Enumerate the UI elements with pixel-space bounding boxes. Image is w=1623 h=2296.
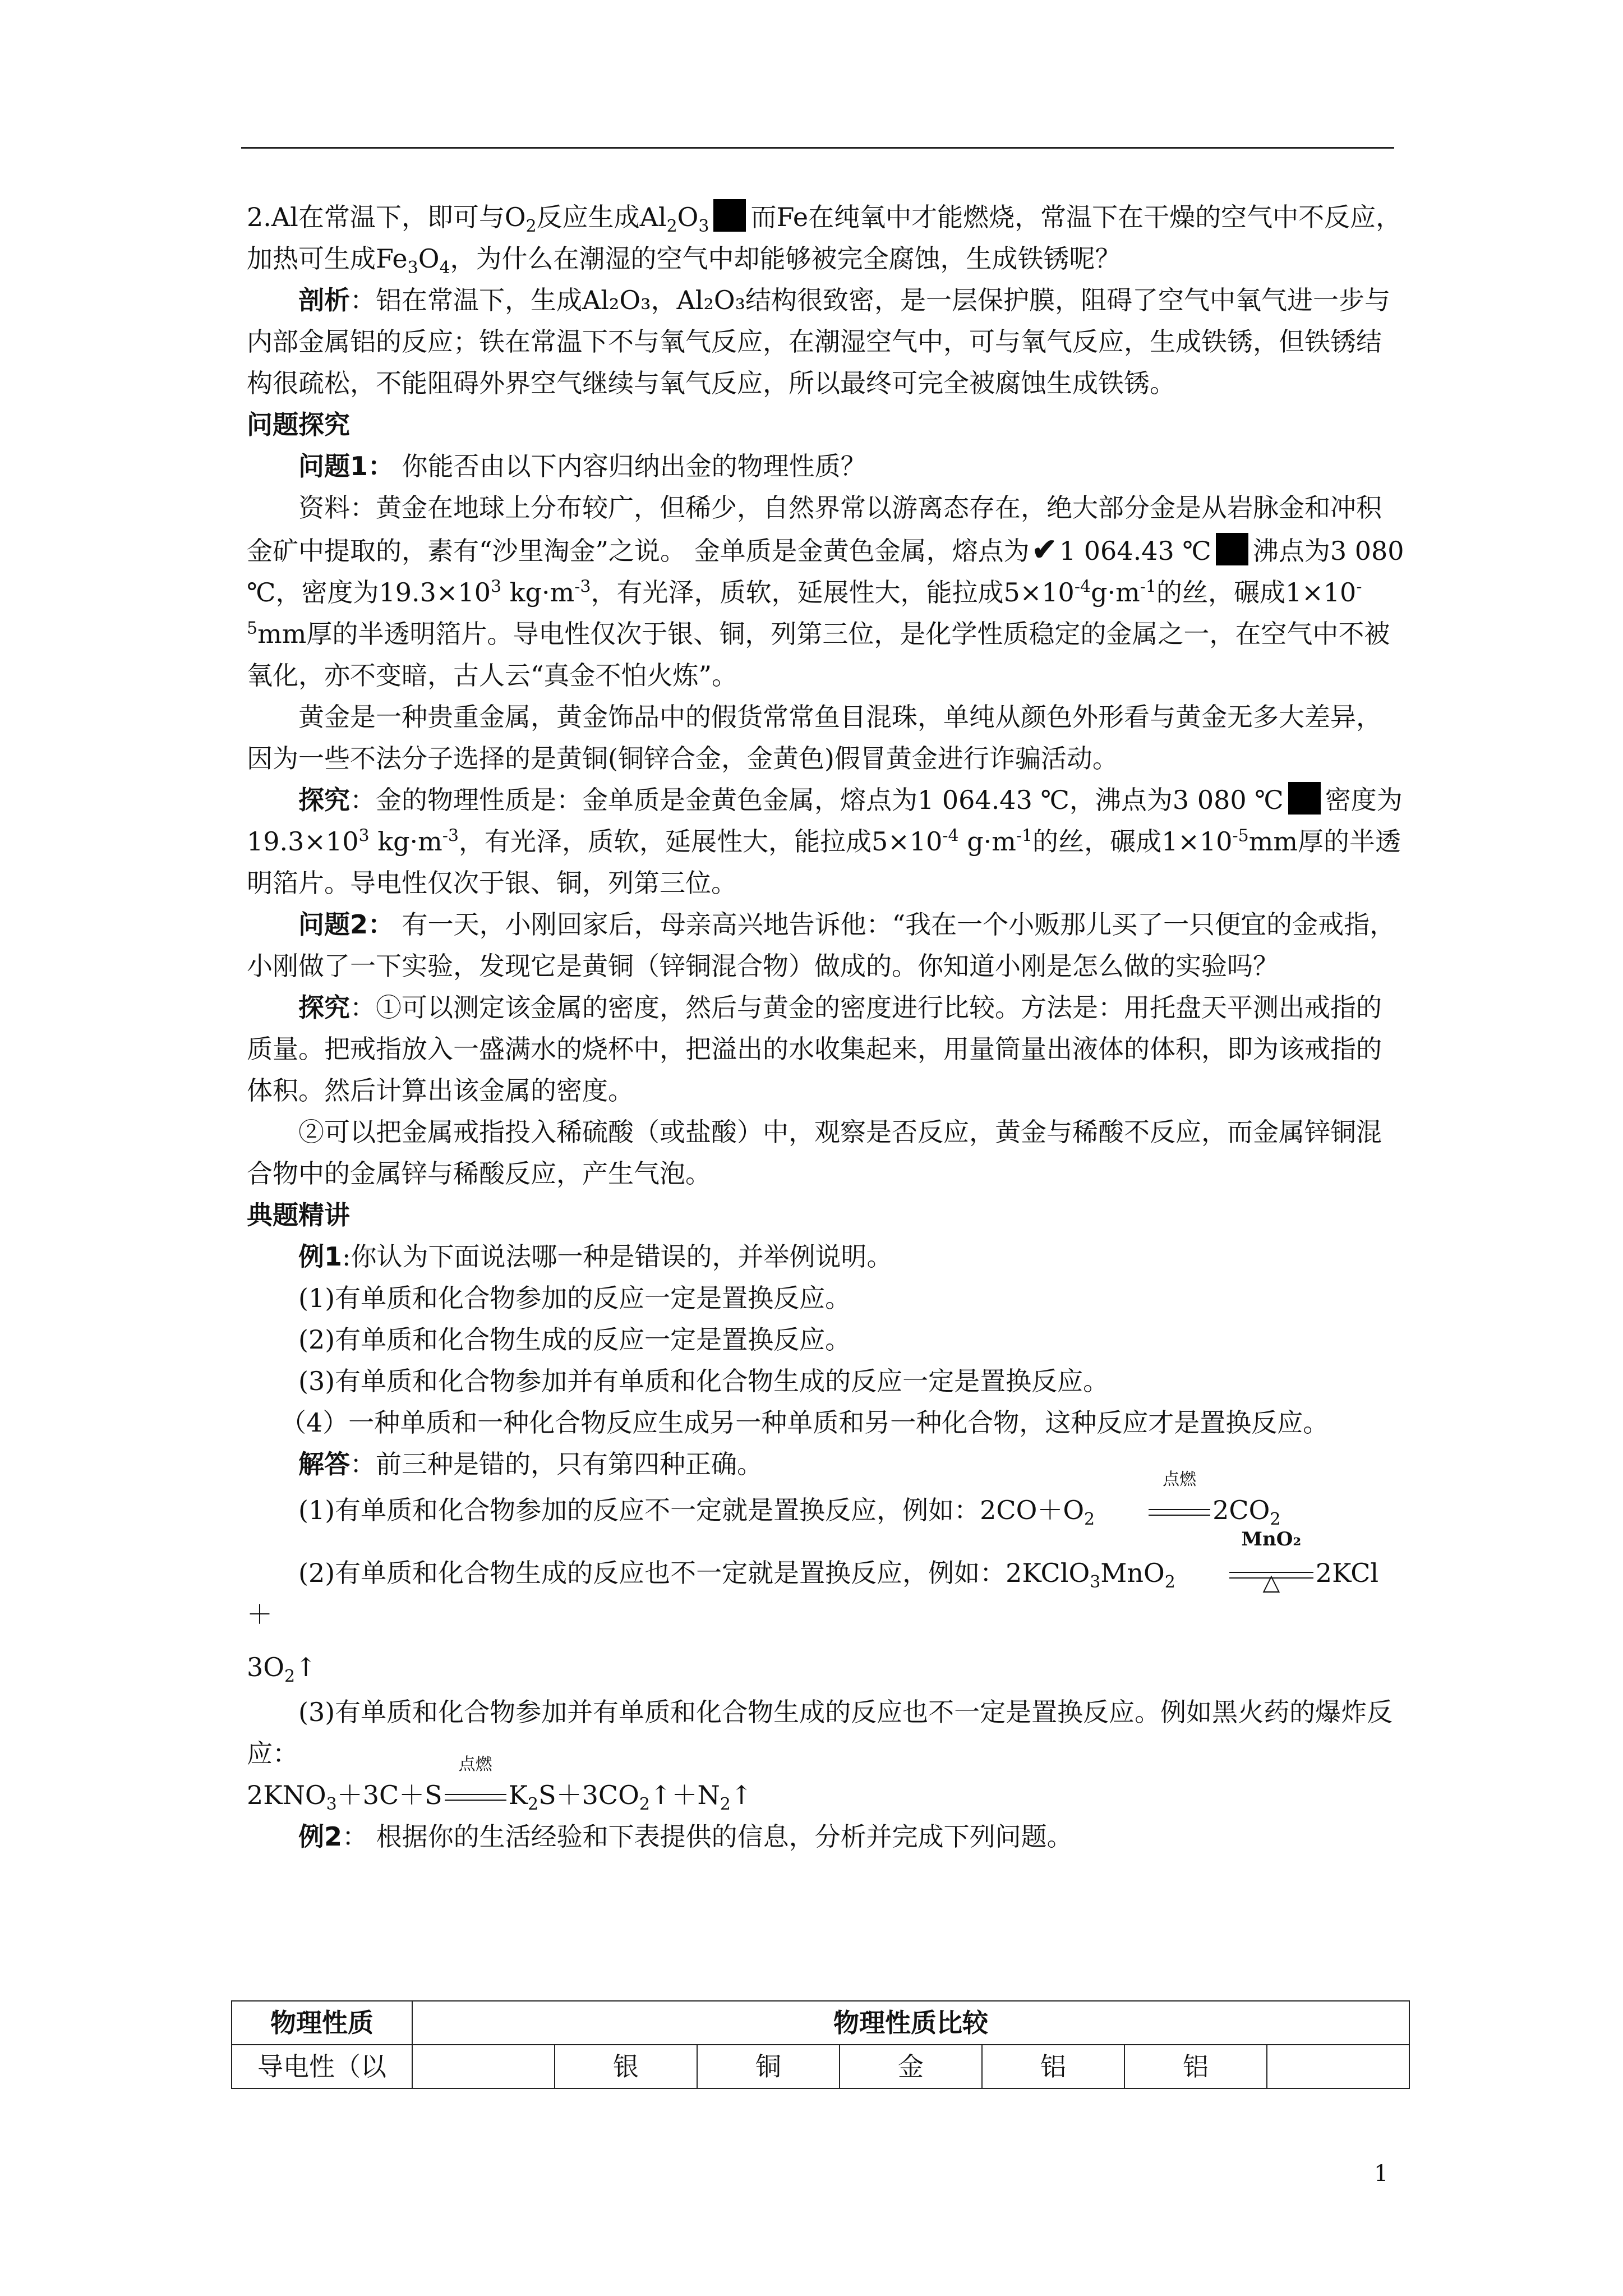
redaction-block: [1216, 533, 1248, 565]
table-cell: [1267, 2045, 1409, 2088]
answer-2: (2)有单质和化合物生成的反应也不一定就是置换反应，例如：2KClO$_3$MnO$_2$ MnO₂ △ 2KCl＋: [247, 1528, 1379, 1630]
reaction-condition: 点燃: [445, 1774, 506, 1816]
section-heading-examples: 典题精讲: [247, 1200, 350, 1230]
answer-2-tail: $3O_2↑$: [247, 1652, 317, 1687]
question-2: 2.Al在常温下，即可与$O_2$反应生成$Al_2O_3$ 而Fe在纯氧中才能燃烧，常温下在干燥的空气中不反应，加热可生成$Fe_3O_4$，为什么在潮湿的空气中却能够被完全腐蚀，生成铁锈呢？: [247, 196, 1404, 279]
redaction-block: [713, 199, 746, 232]
reaction-condition: 点燃: [1097, 1489, 1210, 1531]
header-rule: [241, 147, 1394, 149]
example-2: 例2： 根据你的生活经验和下表提供的信息，分析并完成下列问题。: [298, 1821, 1073, 1852]
material-paragraph: 资料：黄金在地球上分布较广，但稀少，自然界常以游离态存在，绝大部分金是从岩脉金和冲积金矿中提取的，素有“沙里淘金”之说。 金单质是金黄色金属，熔点为✔1 064.43 ℃ 沸点为3 080 ℃，密度为$19.3\times 10^3$ $kg\cdot m^{-3}$，有光泽，质软，延展性大，能拉成$5\times 10^{-4}g\cdot m^{-1}$的丝，碾成$1\times 10^{-5}mm$厚的半透明箔片。导电性仅次于银、铜，列第三位，是化学性质稳定的金属之一，在空气中不被氧化，亦不变暗，古人云“真金不怕火炼”。: [247, 493, 1404, 691]
problem-2: 问题2： 有一天，小刚回家后，母亲高兴地告诉他：“我在一个小贩那儿买了一只便宜的金戒指，小刚做了一下实验，发现它是黄铜（锌铜混合物）做成的。你知道小刚是怎么做的实验吗？: [247, 909, 1396, 981]
table-cell: 导电性（以: [232, 2045, 412, 2088]
statement-1: (1)有单质和化合物参加的反应一定是置换反应。: [298, 1283, 851, 1313]
table-cell: 金: [840, 2045, 982, 2088]
analysis-paragraph: 剖析：铝在常温下，生成Al₂O₃，Al₂O₃结构很致密，是一层保护膜，阻碍了空气中氧气进一步与内部金属铝的反应；铁在常温下不与氧气反应，在潮湿空气中，可与氧气反应，生成铁锈，但铁锈结构很疏松，不能阻碍外界空气继续与氧气反应，所以最终可完全被腐蚀生成铁锈。: [247, 285, 1391, 398]
table-cell: 铜: [697, 2045, 840, 2088]
statement-4: （4）一种单质和一种化合物反应生成另一种单质和另一种化合物，这种反应才是置换反应。: [280, 1407, 1329, 1438]
table-header-cell: 物理性质: [232, 2001, 412, 2045]
table-cell: 铝: [1124, 2045, 1267, 2088]
table-header-cell: 物理性质比较: [412, 2001, 1409, 2045]
statement-2: (2)有单质和化合物生成的反应一定是置换反应。: [298, 1324, 851, 1355]
reaction-condition: MnO₂ △: [1178, 1552, 1313, 1594]
table-cell: 银: [555, 2045, 697, 2088]
answer: 解答：前三种是错的，只有第四种正确。: [298, 1449, 763, 1479]
property-table: [231, 2000, 1410, 2089]
statement-3: (3)有单质和化合物参加并有单质和化合物生成的反应一定是置换反应。: [298, 1366, 1109, 1396]
table-header-row: [232, 2001, 1409, 2045]
page-number: 1: [1374, 2161, 1389, 2187]
explore-2-method-1: 探究：①可以测定该金属的密度，然后与黄金的密度进行比较。方法是：用托盘天平测出戒指的质量。把戒指放入一盛满水的烧杯中，把溢出的水收集起来，用量筒量出液体的体积，即为该戒指的体积。然后计算出该金属的密度。: [247, 992, 1382, 1106]
fake-gold-paragraph: 黄金是一种贵重金属，黄金饰品中的假货常常鱼目混珠，单纯从颜色外形看与黄金无多大差异，因为一些不法分子选择的是黄铜(铜锌合金，金黄色)假冒黄金进行诈骗活动。: [247, 702, 1382, 774]
table-cell: [412, 2045, 555, 2088]
checkmark-icon: ✔: [1031, 531, 1057, 567]
example-1: 例1:你认为下面说法哪一种是错误的，并举例说明。: [298, 1241, 893, 1272]
section-heading-explore: 问题探究: [247, 409, 350, 440]
answer-3: (3)有单质和化合物参加并有单质和化合物生成的反应也不一定是置换反应。例如黑火药的爆炸反应：: [247, 1697, 1393, 1769]
table-cell: 铝: [982, 2045, 1124, 2088]
redaction-block: [1288, 782, 1321, 815]
explore-2-method-2: ②可以把金属戒指投入稀硫酸（或盐酸）中，观察是否反应，黄金与稀酸不反应，而金属锌铜混合物中的金属锌与稀酸反应，产生气泡。: [247, 1117, 1382, 1189]
answer-1: (1)有单质和化合物参加的反应不一定就是置换反应，例如：$2CO+O_2$ 点燃 $2CO_2$: [247, 1489, 1404, 1531]
explore-1: 探究：金的物理性质是：金单质是金黄色金属，熔点为1 064.43 ℃，沸点为3 080 ℃ 密度为$19.3\times 10^3$ $kg\cdot m^{-3}$，有光泽，质软，延展性大，能拉成$5\times 10^{-4}$ $g\cdot m^{-1}$的丝，碾成$1\times 10^{-5}mm$厚的半透明箔片。导电性仅次于银、铜，列第三位。: [247, 779, 1404, 904]
document-body: [247, 196, 1404, 1857]
problem-1: 问题1： 你能否由以下内容归纳出金的物理性质？: [298, 451, 866, 481]
table-row: [232, 2045, 1409, 2088]
gunpowder-equation: $2KNO_3+3C+S$ 点燃 $K_2S+3CO_2↑+N_2↑$: [247, 1774, 1404, 1816]
